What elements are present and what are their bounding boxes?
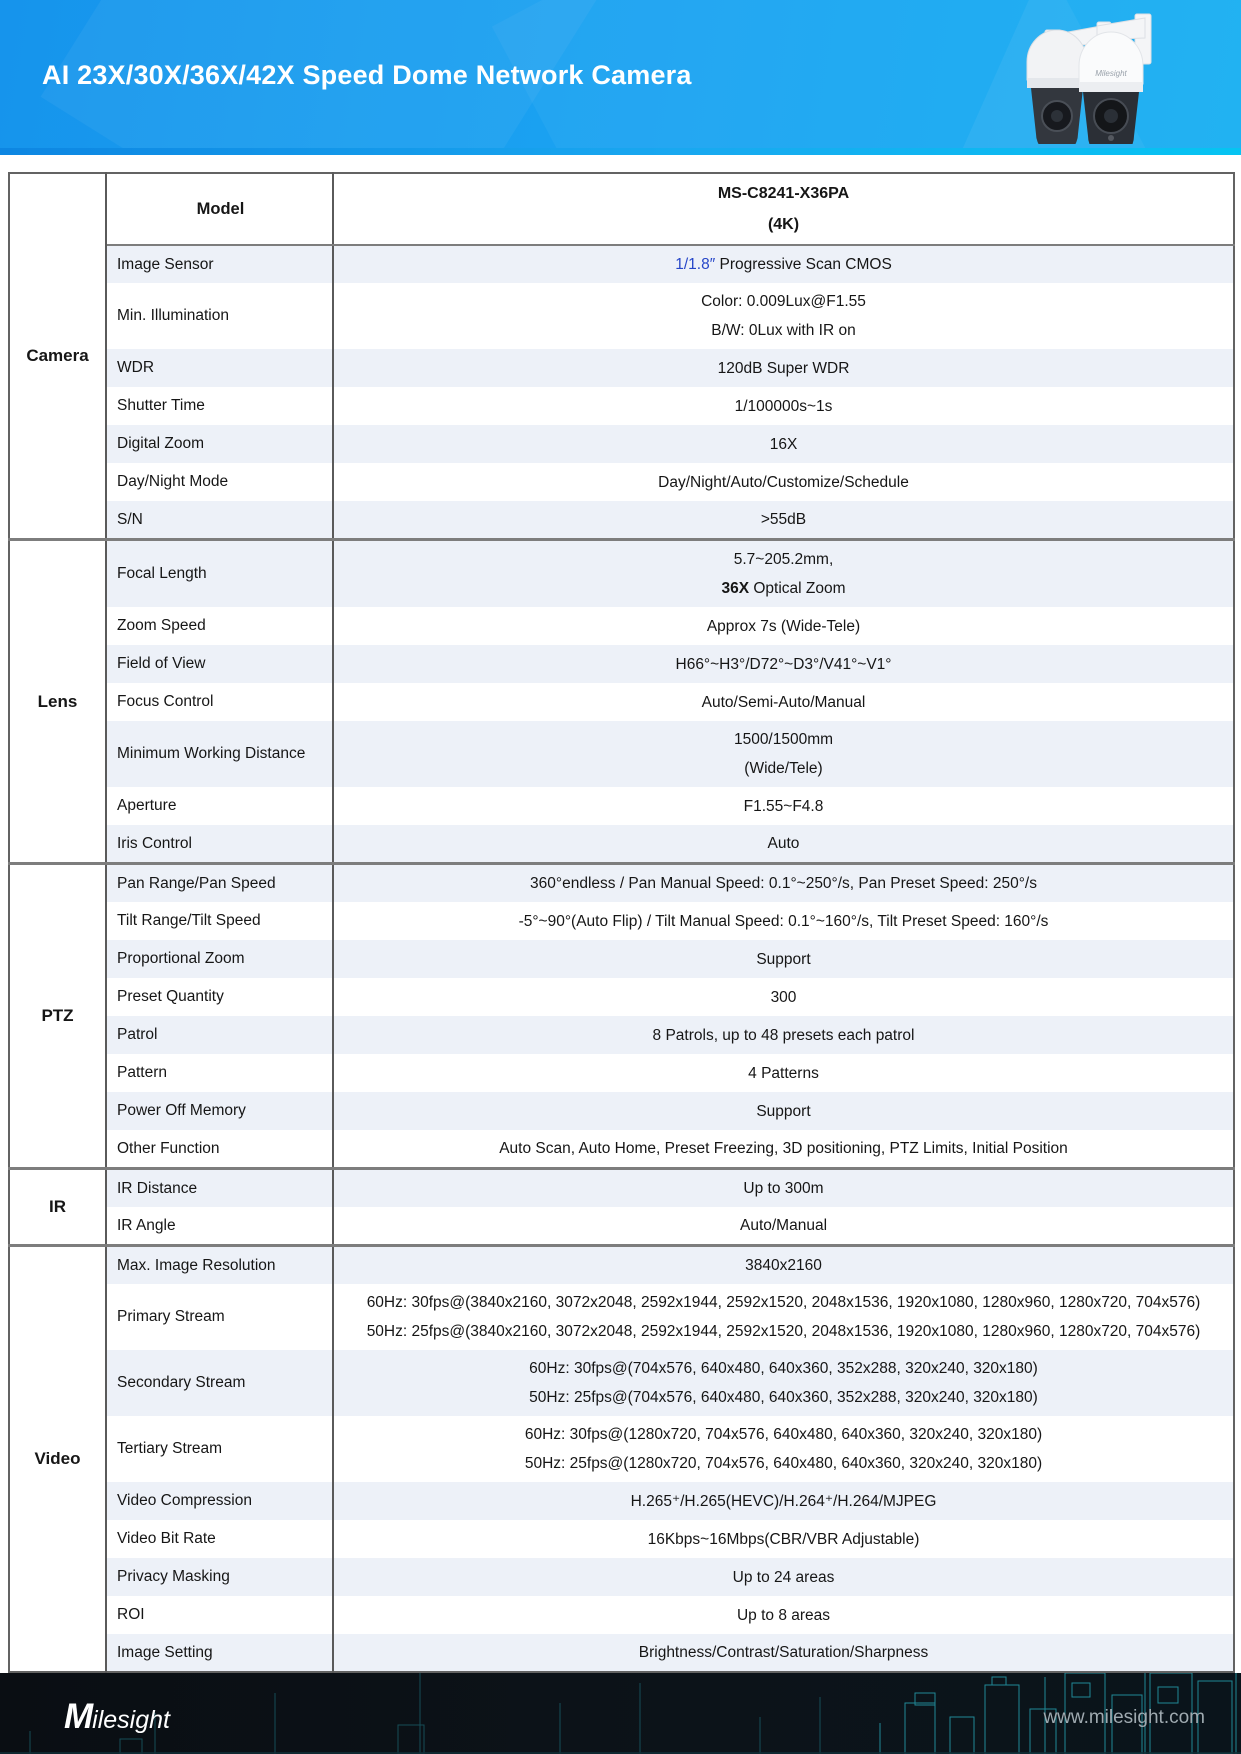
spec-value: MS-C8241-X36PA (4K) <box>333 173 1234 245</box>
section-label-ir: IR <box>9 1169 106 1246</box>
spec-row <box>9 978 1234 1016</box>
banner-bottom-accent <box>0 148 1241 155</box>
spec-label: Shutter Time <box>106 387 333 425</box>
spec-label: Other Function <box>106 1130 333 1169</box>
spec-value: Up to 8 areas <box>333 1596 1234 1634</box>
spec-row <box>9 1596 1234 1634</box>
spec-value: Auto Scan, Auto Home, Preset Freezing, 3D positioning, PTZ Limits, Initial Position <box>333 1130 1234 1169</box>
spec-value: 60Hz: 30fps@(3840x2160, 3072x2048, 2592x1944, 2592x1520, 2048x1536, 1920x1080, 1280x960, 1280x720, 704x576) 50Hz: 25fps@(3840x2160, 3072x2048, 2592x1944, 2592x1520, 2048x1536, 1920x1080, 1280x960, 1280x720, 704x576) <box>333 1284 1234 1350</box>
spec-value: Brightness/Contrast/Saturation/Sharpness <box>333 1634 1234 1672</box>
spec-row <box>9 1482 1234 1520</box>
spec-row <box>9 1016 1234 1054</box>
spec-row <box>9 540 1234 608</box>
model-label: Model <box>106 173 333 245</box>
spec-label: Preset Quantity <box>106 978 333 1016</box>
spec-value: H.265⁺/H.265(HEVC)/H.264⁺/H.264/MJPEG <box>333 1482 1234 1520</box>
spec-value: F1.55~F4.8 <box>333 787 1234 825</box>
spec-value: 60Hz: 30fps@(704x576, 640x480, 640x360, 352x288, 320x240, 320x180) 50Hz: 25fps@(704x576, 640x480, 640x360, 352x288, 320x240, 320x180) <box>333 1350 1234 1416</box>
spec-label: Pan Range/Pan Speed <box>106 864 333 903</box>
spec-row <box>9 864 1234 903</box>
spec-label: Focal Length <box>106 540 333 608</box>
spec-label: Proportional Zoom <box>106 940 333 978</box>
spec-row <box>9 387 1234 425</box>
spec-label: Minimum Working Distance <box>106 721 333 787</box>
spec-row <box>9 645 1234 683</box>
spec-row <box>9 1416 1234 1482</box>
spec-row <box>9 1130 1234 1169</box>
spec-row <box>9 902 1234 940</box>
spec-label: Image Setting <box>106 1634 333 1672</box>
spec-label: IR Angle <box>106 1207 333 1246</box>
spec-label: Secondary Stream <box>106 1350 333 1416</box>
spec-row <box>9 501 1234 540</box>
spec-value: Approx 7s (Wide-Tele) <box>333 607 1234 645</box>
spec-label: Video Compression <box>106 1482 333 1520</box>
footer-banner <box>0 1673 1241 1754</box>
spec-label: Digital Zoom <box>106 425 333 463</box>
spec-value: 16X <box>333 425 1234 463</box>
spec-label: Power Off Memory <box>106 1092 333 1130</box>
spec-row <box>9 1169 1234 1208</box>
spec-label: Day/Night Mode <box>106 463 333 501</box>
spec-value: Auto/Semi-Auto/Manual <box>333 683 1234 721</box>
spec-label: Focus Control <box>106 683 333 721</box>
spec-value: 1500/1500mm (Wide/Tele) <box>333 721 1234 787</box>
spec-label: Image Sensor <box>106 245 333 283</box>
spec-label: Min. Illumination <box>106 283 333 349</box>
spec-row <box>9 683 1234 721</box>
spec-value: 120dB Super WDR <box>333 349 1234 387</box>
section-label-lens: Lens <box>9 540 106 864</box>
spec-label: Iris Control <box>106 825 333 864</box>
spec-label: Pattern <box>106 1054 333 1092</box>
spec-value: 360°endless / Pan Manual Speed: 0.1°~250°/s, Pan Preset Speed: 250°/s <box>333 864 1234 903</box>
brand-logo-m: M <box>64 1697 93 1736</box>
spec-value: Support <box>333 1092 1234 1130</box>
spec-value: 1/100000s~1s <box>333 387 1234 425</box>
section-label-camera: Camera <box>9 173 106 540</box>
spec-table <box>8 172 1235 1673</box>
spec-label: Zoom Speed <box>106 607 333 645</box>
spec-row <box>9 721 1234 787</box>
spec-row <box>9 1054 1234 1092</box>
spec-value: 1/1.8″ Progressive Scan CMOS <box>333 245 1234 283</box>
spec-value: 16Kbps~16Mbps(CBR/VBR Adjustable) <box>333 1520 1234 1558</box>
spec-label: Field of View <box>106 645 333 683</box>
spec-value: 4 Patterns <box>333 1054 1234 1092</box>
spec-row <box>9 283 1234 349</box>
model-header-row <box>9 173 1234 245</box>
page-title: AI 23X/30X/36X/42X Speed Dome Network Camera <box>42 60 692 90</box>
spec-sheet <box>8 172 1233 1673</box>
spec-row <box>9 1634 1234 1672</box>
spec-row <box>9 607 1234 645</box>
spec-row <box>9 1207 1234 1246</box>
spec-value: H66°~H3°/D72°~D3°/V41°~V1° <box>333 645 1234 683</box>
spec-value: 300 <box>333 978 1234 1016</box>
spec-row <box>9 787 1234 825</box>
spec-row <box>9 1284 1234 1350</box>
spec-label: Privacy Masking <box>106 1558 333 1596</box>
section-label-video: Video <box>9 1246 106 1673</box>
spec-label: Video Bit Rate <box>106 1520 333 1558</box>
camera-product-image <box>949 4 1179 144</box>
spec-value: >55dB <box>333 501 1234 540</box>
spec-row <box>9 1558 1234 1596</box>
spec-label: IR Distance <box>106 1169 333 1208</box>
spec-label: S/N <box>106 501 333 540</box>
spec-label: WDR <box>106 349 333 387</box>
svg-text:Milesight: Milesight <box>1095 69 1127 78</box>
brand-logo-rest: ilesight <box>92 1706 170 1734</box>
spec-row <box>9 463 1234 501</box>
spec-value: -5°~90°(Auto Flip) / Tilt Manual Speed: 0.1°~160°/s, Tilt Preset Speed: 160°/s <box>333 902 1234 940</box>
spec-value: 5.7~205.2mm, 36X Optical Zoom <box>333 540 1234 608</box>
spec-label: Tertiary Stream <box>106 1416 333 1482</box>
spec-row <box>9 349 1234 387</box>
spec-row <box>9 1350 1234 1416</box>
website-url: www.milesight.com <box>1043 1707 1205 1728</box>
spec-row <box>9 1246 1234 1285</box>
spec-value: Up to 300m <box>333 1169 1234 1208</box>
section-label-ptz: PTZ <box>9 864 106 1169</box>
spec-label: Aperture <box>106 787 333 825</box>
spec-row <box>9 1092 1234 1130</box>
spec-row <box>9 1520 1234 1558</box>
spec-value: Auto <box>333 825 1234 864</box>
spec-row <box>9 825 1234 864</box>
header-banner <box>0 0 1241 155</box>
spec-row <box>9 425 1234 463</box>
spec-label: Max. Image Resolution <box>106 1246 333 1285</box>
spec-value: Up to 24 areas <box>333 1558 1234 1596</box>
spec-row <box>9 245 1234 283</box>
spec-label: Patrol <box>106 1016 333 1054</box>
spec-value: Day/Night/Auto/Customize/Schedule <box>333 463 1234 501</box>
spec-value: 8 Patrols, up to 48 presets each patrol <box>333 1016 1234 1054</box>
brand-logo <box>64 1697 170 1737</box>
spec-value: 3840x2160 <box>333 1246 1234 1285</box>
spec-label: Primary Stream <box>106 1284 333 1350</box>
spec-label: ROI <box>106 1596 333 1634</box>
spec-value: Support <box>333 940 1234 978</box>
spec-value: Auto/Manual <box>333 1207 1234 1246</box>
spec-value: Color: 0.009Lux@F1.55 B/W: 0Lux with IR on <box>333 283 1234 349</box>
spec-value: 60Hz: 30fps@(1280x720, 704x576, 640x480, 640x360, 320x240, 320x180) 50Hz: 25fps@(1280x720, 704x576, 640x480, 640x360, 320x240, 320x180) <box>333 1416 1234 1482</box>
spec-label: Tilt Range/Tilt Speed <box>106 902 333 940</box>
spec-row <box>9 940 1234 978</box>
